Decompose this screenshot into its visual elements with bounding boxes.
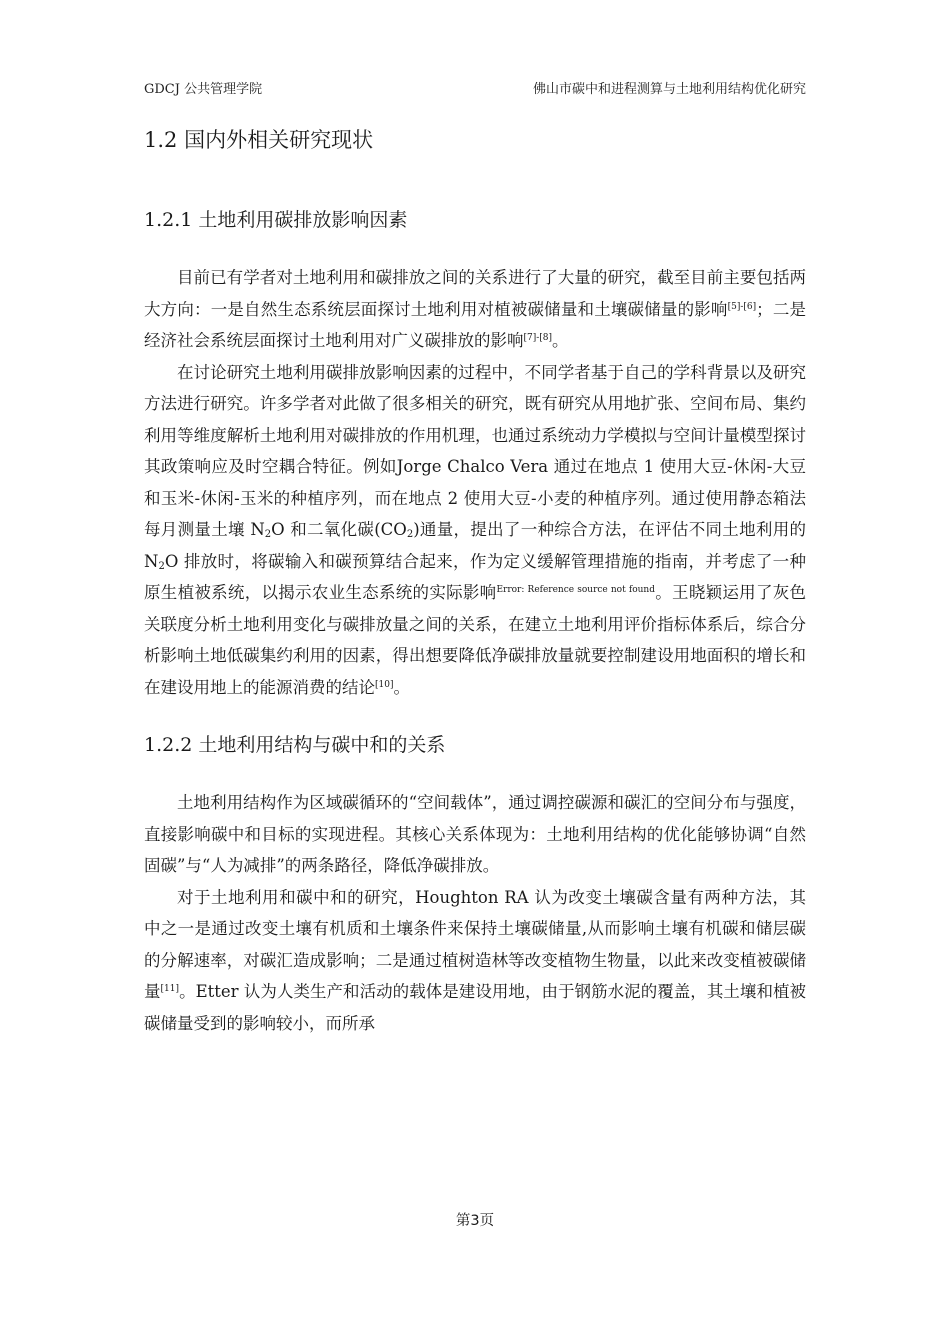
paragraph-2-text-d: O 排放时，将碳输入和碳预算结合起来，作为定义缓解管理措施的指南，并考虑了一种原生植被系统，以揭示农业生态系统的实际影响 [144,551,806,602]
subsection-title-2: 1.2.2 土地利用结构与碳中和的关系 [144,734,446,756]
spacer [144,703,806,729]
paragraph-1 [144,262,806,357]
subsection-title-1: 1.2.1 土地利用碳排放影响因素 [144,209,408,231]
reference-error-note: Error: Reference source not found [496,585,655,595]
paragraph-2-text-e: 。王晓颖运用了灰色关联度分析土地利用变化与碳排放量之间的关系，在建立土地利用评价指标体系后，综合分析影响土地低碳集约利用的因素，得出想要降低净碳排放量就要控制建设用地面积的增长和在建设用地上的能源消费的结论 [144,583,807,697]
paragraph-4-text-b: 。Etter 认为人类生产和活动的载体是建设用地，由于钢筋水泥的覆盖，其土壤和植被碳储量受到的影响较小，而所承 [144,982,807,1033]
header-left-text: GDCJ 公共管理学院 [144,82,263,97]
paragraph-2-text-b: O 和二氧化碳(CO [271,520,407,539]
paragraph-4-text-a: 对于土地利用和碳中和的研究，Houghton RA 认为改变土壤碳含量有两种方法，其中之一是通过改变土壤有机质和土壤条件来保持土壤碳储量,从而影响土壤有机碳和储层碳的分解速率，对碳汇造成影响；二是通过植树造林等改变植物生物量，以此来改变植被碳储量 [144,887,806,1001]
subscript-2: 2 [158,560,165,572]
page-number: 第3页 [455,1213,495,1229]
page-body [144,122,806,1039]
citation-5-6[interactable]: [5]-[6] [727,301,757,312]
paragraph-1-text-a: 目前已有学者对土地利用和碳排放之间的关系进行了大量的研究，截至目前主要包括两大方向：一是自然生态系统层面探讨土地利用对植被碳储量和土壤碳储量的影响 [144,268,806,319]
paragraph-1-text-b: ；二是经济社会系统层面探讨土地利用对广义碳排放的影响 [144,299,807,350]
section-title: 1.2 国内外相关研究现状 [144,128,374,152]
paragraph-2-text-c: )通量，提出了一种综合方法，在评估不同土地利用的 N [144,520,806,571]
paragraph-4 [144,882,806,1040]
page-header [144,78,806,98]
citation-11[interactable]: [11] [160,984,180,994]
subscript-2: 2 [406,529,414,540]
paragraph-1-text-c: 。 [552,331,569,350]
citation-7-8[interactable]: [7]-[8] [523,333,553,343]
citation-10[interactable]: [10] [375,679,394,690]
paragraph-2-text-f: 。 [393,677,410,697]
paragraph-3: 土地利用结构作为区域碳循环的“空间载体”，通过调控碳源和碳汇的空间分布与强度，直接影响碳中和目标的实现进程。其核心关系体现为：土地利用结构的优化能够协调“自然固碳”与“人为减排”的两条路径，降低净碳排放。 [144,793,806,875]
subscript-2: 2 [264,529,272,540]
header-right-text: 佛山市碳中和进程测算与土地利用结构优化研究 [532,82,806,97]
paragraph-2 [144,357,806,704]
paragraph-2-text-a: 在讨论研究土地利用碳排放影响因素的过程中，不同学者基于自己的学科背景以及研究方法进行研究。许多学者对此做了很多相关的研究，既有研究从用地扩张、空间布局、集约利用等维度解析土地利用对碳排放的作用机理，也通过系统动力学模拟与空间计量模型探讨其政策响应及时空耦合特征。例如Jorge Chalco Vera 通过在地点 1 使用大豆-休闲-大豆和玉米-休闲-玉米的种植序列，而在地点 2 使用大豆-小麦的种植序列。通过使用静态箱法每月测量土壤 N [144,362,806,539]
